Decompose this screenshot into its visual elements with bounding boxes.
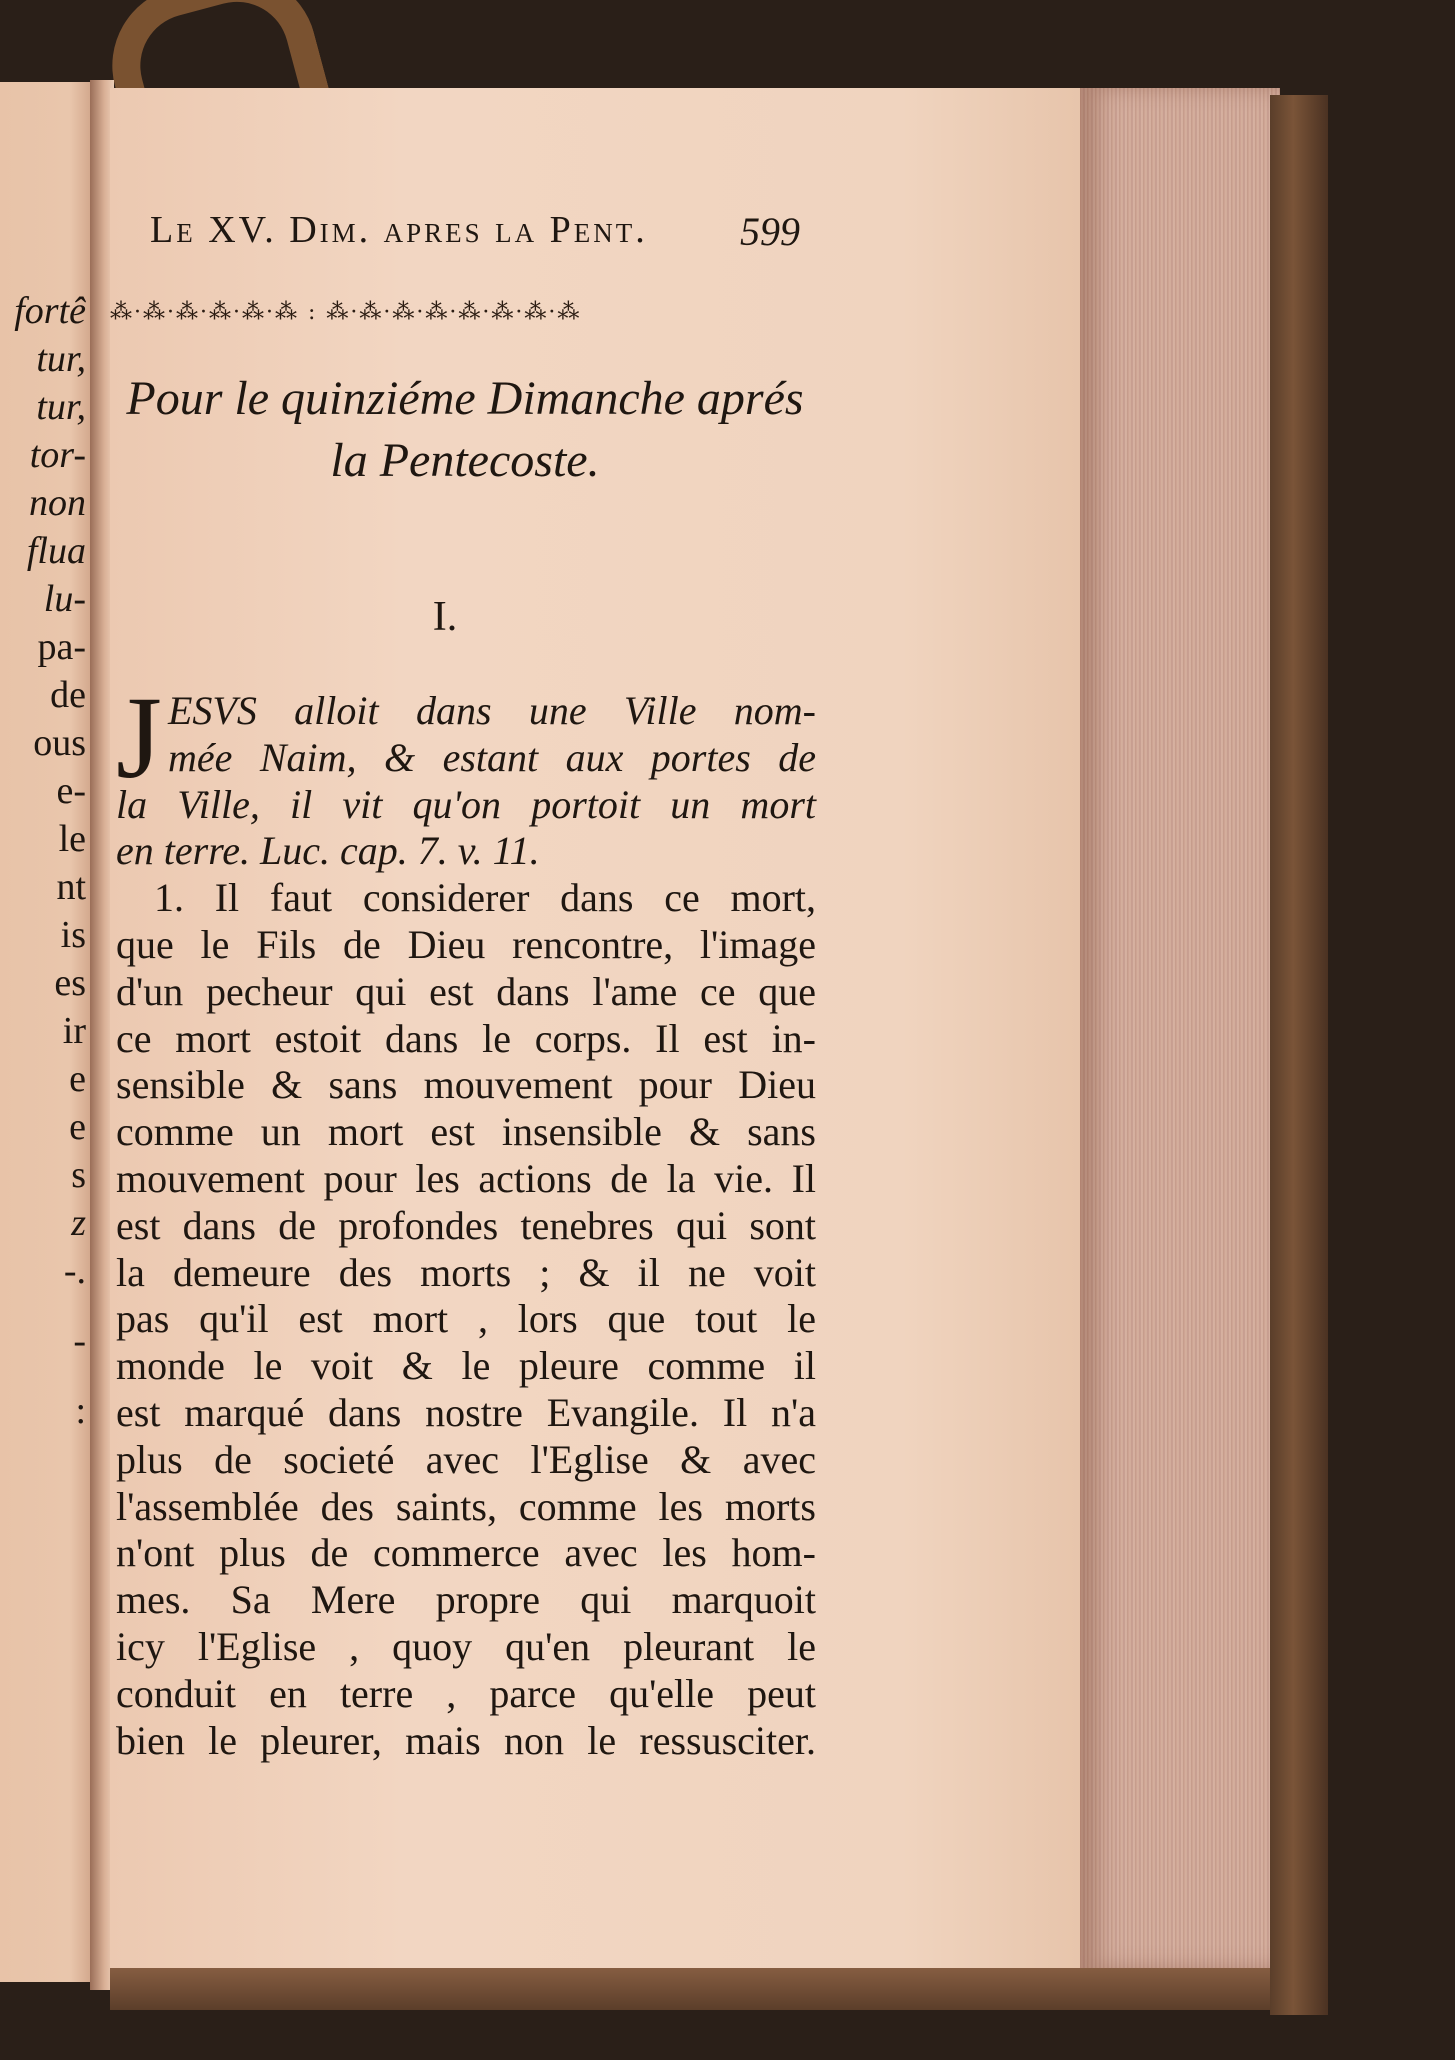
left-fragment: ir bbox=[62, 1010, 86, 1052]
left-fragment: fortê bbox=[14, 290, 86, 332]
text-line: que le Fils de Dieu rencontre, l'image bbox=[116, 921, 816, 967]
running-title: Le XV. Dim. apres la Pent. bbox=[150, 209, 648, 251]
left-fragment: s bbox=[71, 1154, 86, 1196]
text-line: mouvement pour les actions de la vie. Il bbox=[116, 1155, 816, 1201]
left-fragment: z bbox=[71, 1202, 86, 1244]
left-fragment: is bbox=[60, 914, 86, 956]
body-text bbox=[116, 672, 816, 1764]
section-title-line-1: Pour le quinziéme Dimanche aprés bbox=[126, 372, 804, 425]
text-line: bien le pleurer, mais non le ressusciter. bbox=[116, 1717, 816, 1763]
left-fragment: non bbox=[29, 482, 86, 524]
drop-cap: J bbox=[116, 672, 162, 803]
text-line: conduit en terre , parce qu'elle peut bbox=[116, 1670, 816, 1716]
left-fragment: tur, bbox=[36, 338, 86, 380]
text-line: ce mort estoit dans le corps. Il est in- bbox=[116, 1015, 816, 1061]
left-fragment: es bbox=[54, 962, 86, 1004]
book-cover-edge bbox=[1270, 95, 1328, 2015]
left-fragment: e bbox=[69, 1058, 86, 1100]
text-line: ESVS alloit dans une Ville nom- bbox=[168, 688, 816, 733]
text-line: icy l'Eglise , quoy qu'en pleurant le bbox=[116, 1623, 816, 1669]
text-line: pas qu'il est mort , lors que tout le bbox=[116, 1296, 816, 1342]
page-number: 599 bbox=[740, 209, 800, 254]
left-fragment: -. bbox=[63, 1250, 86, 1292]
text-line: est dans de profondes tenebres qui sont bbox=[116, 1202, 816, 1248]
text-line: comme un mort est insensible & sans bbox=[116, 1109, 816, 1155]
left-fragment: ous bbox=[33, 722, 86, 764]
text-line: en terre. Luc. cap. 7. v. 11. bbox=[116, 828, 540, 874]
section-title-line-2: la Pentecoste. bbox=[330, 434, 600, 487]
text-line: mée Naim, & estant aux portes de bbox=[168, 734, 816, 780]
text-line: la Ville, il vit qu'on portoit un mort bbox=[116, 781, 816, 827]
page-fore-edge bbox=[1080, 88, 1280, 1968]
left-fragment: pa- bbox=[37, 626, 86, 668]
left-fragment: le bbox=[58, 818, 86, 860]
left-fragment: tor- bbox=[29, 434, 86, 476]
left-fragment: : bbox=[75, 1390, 86, 1432]
text-line: plus de societé avec l'Eglise & avec bbox=[116, 1436, 816, 1482]
left-fragment: nt bbox=[56, 866, 86, 908]
left-fragment: tur, bbox=[36, 386, 86, 428]
left-fragment: e- bbox=[56, 770, 86, 812]
left-fragment: - bbox=[73, 1320, 86, 1362]
section-title bbox=[110, 368, 820, 492]
text-line: n'ont plus de commerce avec les hom- bbox=[116, 1530, 816, 1576]
section-numeral: I. bbox=[432, 594, 458, 640]
text-line: d'un pecheur qui est dans l'ame ce que bbox=[116, 968, 816, 1014]
text-line: 1. Il faut considerer dans ce mort, bbox=[154, 875, 816, 921]
text-line: l'assemblée des saints, comme les morts bbox=[116, 1483, 816, 1529]
text-line: la demeure des morts ; & il ne voit bbox=[116, 1249, 816, 1295]
text-line: monde le voit & le pleure comme il bbox=[116, 1343, 816, 1389]
left-fragment: flua bbox=[26, 530, 86, 572]
ornament-band: ⁂·⁂·⁂·⁂·⁂·⁂ : ⁂·⁂·⁂·⁂·⁂·⁂·⁂·⁂ bbox=[110, 300, 582, 325]
right-page bbox=[110, 88, 1100, 1968]
left-fragment: e bbox=[69, 1106, 86, 1148]
text-line: sensible & sans mouvement pour Dieu bbox=[116, 1062, 816, 1108]
text-line: mes. Sa Mere propre qui marquoit bbox=[116, 1577, 816, 1623]
left-page-edge bbox=[0, 82, 100, 1982]
left-fragment: de bbox=[50, 674, 86, 716]
text-line: est marqué dans nostre Evangile. Il n'a bbox=[116, 1389, 816, 1435]
left-fragment: lu- bbox=[43, 578, 86, 620]
